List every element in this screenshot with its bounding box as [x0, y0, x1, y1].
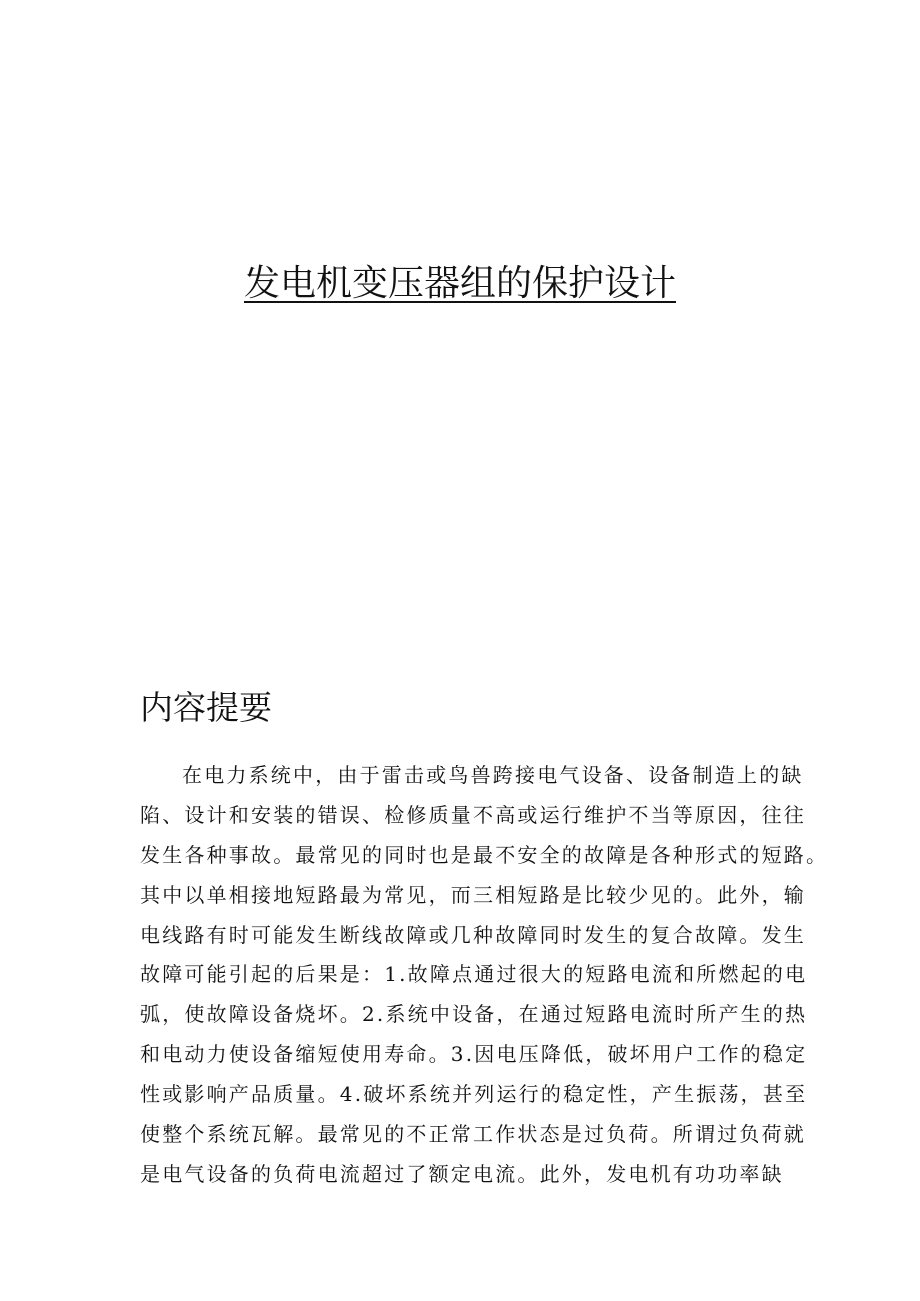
abstract-line: 弧，使故障设备烧坏。2.系统中设备，在通过短路电流时所产生的热: [140, 1002, 808, 1027]
abstract-line: 电线路有时可能发生断线故障或几种故障同时发生的复合故障。发生: [140, 922, 806, 947]
abstract-line: 和电动力使设备缩短使用寿命。3.因电压降低，破坏用户工作的稳定: [140, 1042, 808, 1067]
abstract-line: 使整个系统瓦解。最常见的不正常工作状态是过负荷。所谓过负荷就: [140, 1122, 806, 1147]
abstract-line: 其中以单相接地短路最为常见，而三相短路是比较少见的。此外，输: [140, 882, 806, 907]
abstract-line: 故障可能引起的后果是：1.故障点通过很大的短路电流和所燃起的电: [140, 962, 808, 987]
abstract-line: 在电力系统中，由于雷击或鸟兽跨接电气设备、设备制造上的缺: [182, 763, 804, 787]
abstract-line: 陷、设计和安装的错误、检修质量不高或运行维护不当等原因，往往: [140, 802, 806, 827]
abstract-line: 性或影响产品质量。4.破坏系统并列运行的稳定性，产生振荡，甚至: [140, 1082, 808, 1107]
abstract-line: 发生各种事故。最常见的同时也是最不安全的故障是各种形式的短路。: [140, 842, 829, 867]
abstract-paragraph: [140, 756, 829, 1195]
document-title: [0, 258, 920, 310]
section-heading-abstract: 内容提要: [140, 688, 272, 727]
document-title-text: 发电机变压器组的保护设计: [243, 263, 676, 304]
abstract-line: 是电气设备的负荷电流超过了额定电流。此外，发电机有功功率缺: [140, 1161, 784, 1186]
